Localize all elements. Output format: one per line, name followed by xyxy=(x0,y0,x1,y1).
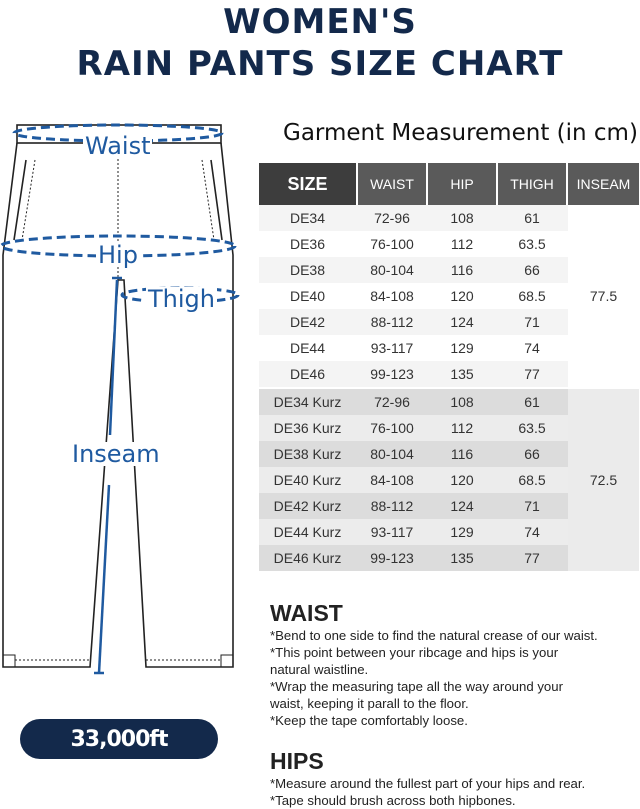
cell-hip: 129 xyxy=(450,340,474,356)
inseam-regular: 77.5 xyxy=(568,205,639,387)
cell-size: DE36 Kurz xyxy=(273,420,342,436)
table-row xyxy=(259,441,568,467)
cell-thigh: 77 xyxy=(524,366,540,382)
title-line-1: WOMEN'S xyxy=(223,2,417,42)
cell-waist: 93-117 xyxy=(370,340,414,356)
cell-hip: 108 xyxy=(450,394,474,410)
cell-waist: 99-123 xyxy=(370,550,414,566)
waist-line: *This point between your ribcage and hips is your xyxy=(270,645,559,660)
cell-hip: 112 xyxy=(450,236,474,252)
cell-waist: 72-96 xyxy=(374,394,410,410)
cell-waist: 84-108 xyxy=(370,472,414,488)
cell-thigh: 74 xyxy=(524,524,540,540)
table-row xyxy=(259,309,568,335)
cell-hip: 135 xyxy=(450,366,474,382)
brand-logo: 33,000ft xyxy=(20,719,218,759)
cell-size: DE46 Kurz xyxy=(273,550,342,566)
cell-waist: 72-96 xyxy=(374,210,410,226)
cell-waist: 80-104 xyxy=(370,262,414,278)
inseam-label: Inseam xyxy=(72,440,160,468)
cell-size: DE42 xyxy=(289,314,326,330)
table-row xyxy=(259,493,568,519)
cell-thigh: 66 xyxy=(524,446,540,462)
table-row xyxy=(259,335,568,361)
table-row xyxy=(259,545,568,571)
cell-hip: 129 xyxy=(450,524,474,540)
hips-line: *Tape should brush across both hipbones. xyxy=(270,793,516,808)
cell-hip: 135 xyxy=(450,550,474,566)
table-row xyxy=(259,283,568,309)
header-waist: WAIST xyxy=(358,163,428,205)
pants-outline-icon xyxy=(0,115,255,675)
header-hip: HIP xyxy=(428,163,498,205)
cell-size: DE40 xyxy=(289,288,326,304)
cell-waist: 76-100 xyxy=(370,420,414,436)
cell-waist: 88-112 xyxy=(370,314,414,330)
size-table xyxy=(259,163,639,571)
header-size: SIZE xyxy=(259,163,358,205)
cell-size: DE44 xyxy=(289,340,326,356)
cell-thigh: 61 xyxy=(524,210,540,226)
waist-line: *Wrap the measuring tape all the way around your xyxy=(270,679,563,694)
hips-instructions xyxy=(270,775,640,809)
kurz-size-group xyxy=(259,389,639,571)
regular-size-group xyxy=(259,205,639,387)
waist-line: natural waistline. xyxy=(270,662,369,677)
cell-size: DE46 xyxy=(289,366,326,382)
thigh-label: Thigh xyxy=(148,285,215,313)
cell-size: DE44 Kurz xyxy=(273,524,342,540)
cell-hip: 112 xyxy=(450,420,474,436)
cell-size: DE38 xyxy=(289,262,326,278)
table-row xyxy=(259,231,568,257)
cell-hip: 108 xyxy=(450,210,474,226)
cell-waist: 80-104 xyxy=(370,446,414,462)
cell-hip: 124 xyxy=(450,498,474,514)
table-subtitle: Garment Measurement (in cm) xyxy=(283,120,638,146)
header-inseam: INSEAM xyxy=(568,163,639,205)
hip-label: Hip xyxy=(98,241,138,269)
cell-size: DE42 Kurz xyxy=(273,498,342,514)
cell-hip: 120 xyxy=(450,288,474,304)
title-line-2: RAIN PANTS SIZE CHART xyxy=(76,44,564,84)
cell-hip: 116 xyxy=(450,446,474,462)
cell-size: DE34 xyxy=(289,210,326,226)
cell-thigh: 66 xyxy=(524,262,540,278)
cell-size: DE34 Kurz xyxy=(273,394,342,410)
table-row xyxy=(259,389,568,415)
cell-thigh: 61 xyxy=(524,394,540,410)
table-row xyxy=(259,205,568,231)
cell-thigh: 74 xyxy=(524,340,540,356)
cell-hip: 124 xyxy=(450,314,474,330)
cell-thigh: 71 xyxy=(524,314,540,330)
table-row xyxy=(259,519,568,545)
waist-label: Waist xyxy=(85,132,151,160)
header-thigh: THIGH xyxy=(498,163,568,205)
cell-waist: 99-123 xyxy=(370,366,414,382)
cell-thigh: 68.5 xyxy=(518,288,546,304)
table-row xyxy=(259,361,568,387)
cell-hip: 116 xyxy=(450,262,474,278)
table-header xyxy=(259,163,639,205)
cell-size: DE40 Kurz xyxy=(273,472,342,488)
cell-thigh: 63.5 xyxy=(518,420,546,436)
waist-line: *Keep the tape comfortably loose. xyxy=(270,713,468,728)
cell-thigh: 63.5 xyxy=(518,236,546,252)
table-row xyxy=(259,257,568,283)
table-row xyxy=(259,467,568,493)
inseam-kurz: 72.5 xyxy=(568,389,639,571)
cell-size: DE38 Kurz xyxy=(273,446,342,462)
cell-hip: 120 xyxy=(450,472,474,488)
cell-waist: 76-100 xyxy=(370,236,414,252)
hips-line: *Measure around the fullest part of your hips and rear. xyxy=(270,776,586,791)
cell-thigh: 71 xyxy=(524,498,540,514)
waist-instructions xyxy=(270,627,640,729)
cell-thigh: 68.5 xyxy=(518,472,546,488)
cell-waist: 88-112 xyxy=(370,498,414,514)
cell-waist: 84-108 xyxy=(370,288,414,304)
hips-heading: HIPS xyxy=(270,748,324,774)
cell-thigh: 77 xyxy=(524,550,540,566)
pants-diagram xyxy=(0,115,255,680)
waist-heading: WAIST xyxy=(270,600,343,626)
table-row xyxy=(259,415,568,441)
waist-line: waist, keeping it parall to the floor. xyxy=(270,696,469,711)
waist-line: *Bend to one side to find the natural crease of our waist. xyxy=(270,628,598,643)
cell-waist: 93-117 xyxy=(370,524,414,540)
cell-size: DE36 xyxy=(289,236,326,252)
